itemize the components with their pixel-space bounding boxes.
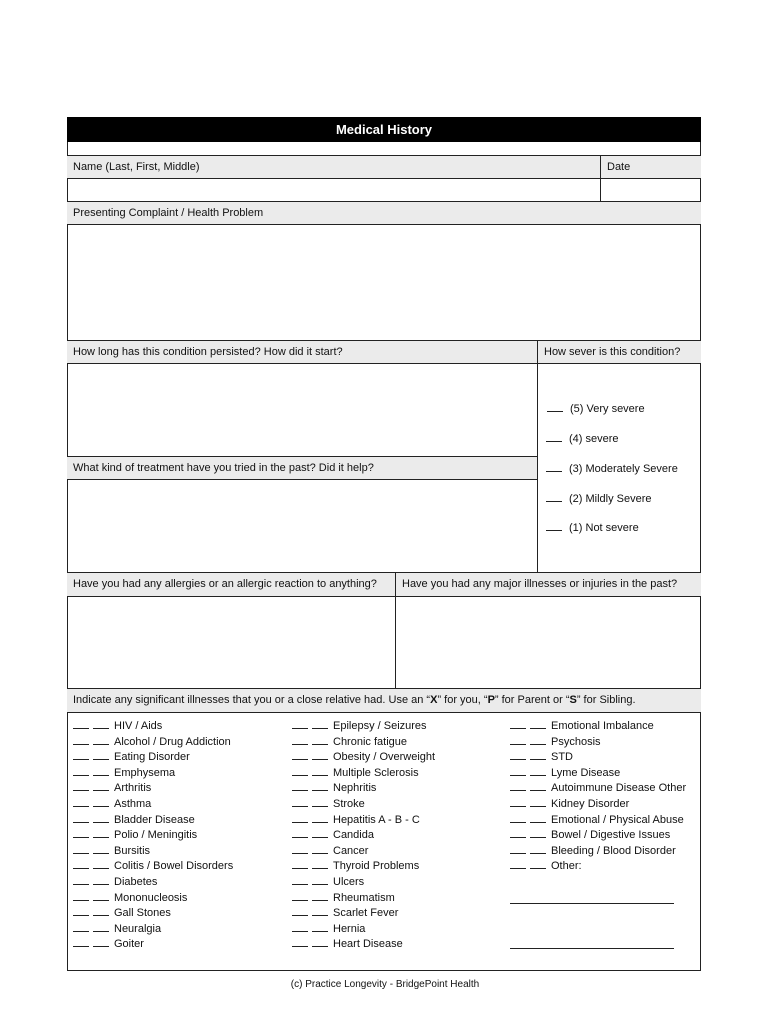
date-field[interactable] — [601, 179, 700, 201]
checkbox-blank[interactable] — [73, 844, 89, 854]
checkbox-blank[interactable] — [530, 719, 546, 729]
checkbox-blank[interactable] — [312, 937, 328, 947]
duration-label: How long has this condition persisted? How did it start? — [67, 340, 701, 364]
checkbox-blank[interactable] — [73, 719, 89, 729]
illness-label: Neuralgia — [114, 922, 162, 935]
checkbox-blank[interactable] — [312, 828, 328, 838]
checkbox-blank[interactable] — [93, 750, 109, 760]
allergies-field[interactable] — [68, 597, 394, 688]
date-label: Date — [600, 155, 701, 179]
illness-column-1 — [73, 719, 233, 953]
illness-label: Arthritis — [114, 782, 152, 795]
checkbox-blank[interactable] — [292, 906, 308, 916]
checkbox-blank[interactable] — [510, 719, 526, 729]
illness-label: Chronic fatigue — [333, 735, 407, 748]
treatment-field[interactable] — [68, 480, 536, 572]
illness-item — [292, 922, 435, 938]
illness-label: Lyme Disease — [551, 766, 621, 779]
checkbox-blank[interactable] — [312, 891, 328, 901]
illness-label: Diabetes — [114, 875, 158, 888]
checkbox-blank[interactable] — [292, 797, 308, 807]
checkbox-blank[interactable] — [312, 859, 328, 869]
illness-item — [292, 781, 435, 797]
severity-label: How sever is this condition? — [537, 340, 701, 364]
illness-label: Eating Disorder — [114, 751, 190, 764]
illness-item — [73, 719, 233, 735]
illness-item — [292, 813, 435, 829]
checkbox-blank[interactable] — [292, 922, 308, 932]
illness-item — [73, 813, 233, 829]
checkbox-blank[interactable] — [312, 906, 328, 916]
illness-item — [292, 859, 435, 875]
severity-blank[interactable] — [546, 521, 562, 531]
illness-item — [292, 719, 435, 735]
illness-label: Thyroid Problems — [333, 860, 420, 873]
instructions-label: Indicate any significant illnesses that you or a close relative had. Use an “X” for you, “P” for Parent or “S” for Sibling. — [67, 688, 701, 713]
illness-item — [292, 891, 435, 907]
illness-label: Multiple Sclerosis — [333, 766, 419, 779]
illness-item — [73, 922, 233, 938]
checkbox-blank[interactable] — [530, 797, 546, 807]
severity-blank[interactable] — [546, 462, 562, 472]
illness-item — [73, 781, 233, 797]
form-title: Medical History — [67, 117, 701, 142]
illness-label: Asthma — [114, 797, 152, 810]
illness-item — [73, 766, 233, 782]
illness-label: Hepatitis A - B - C — [333, 813, 420, 826]
illness-label: Bladder Disease — [114, 813, 195, 826]
checkbox-blank[interactable] — [292, 750, 308, 760]
checkbox-blank[interactable] — [510, 813, 526, 823]
checkbox-blank[interactable] — [292, 719, 308, 729]
checkbox-blank[interactable] — [292, 828, 308, 838]
illness-label: Psychosis — [551, 735, 601, 748]
checkbox-blank[interactable] — [312, 781, 328, 791]
severity-option-3[interactable]: (3) Moderately Severe — [546, 462, 678, 475]
checkbox-blank[interactable] — [292, 844, 308, 854]
illness-item — [292, 844, 435, 860]
illness-column-3 — [510, 719, 686, 875]
checkbox-blank[interactable] — [312, 922, 328, 932]
checkbox-blank[interactable] — [73, 828, 89, 838]
checkbox-blank[interactable] — [93, 922, 109, 932]
illness-label: Scarlet Fever — [333, 907, 399, 920]
checkbox-blank[interactable] — [73, 766, 89, 776]
checkbox-blank[interactable] — [73, 937, 89, 947]
illness-item — [510, 750, 686, 766]
checkbox-blank[interactable] — [292, 891, 308, 901]
illness-label: Ulcers — [333, 875, 365, 888]
illness-label: Emotional Imbalance — [551, 720, 654, 732]
illness-item — [292, 828, 435, 844]
illness-label: Cancer — [333, 844, 369, 857]
checkbox-blank[interactable] — [73, 750, 89, 760]
checkbox-blank[interactable] — [292, 781, 308, 791]
illness-item — [73, 735, 233, 751]
checkbox-blank[interactable] — [312, 813, 328, 823]
illness-label: Heart Disease — [333, 938, 403, 951]
checkbox-blank[interactable] — [510, 735, 526, 745]
illnesses-field[interactable] — [396, 597, 700, 688]
checkbox-blank[interactable] — [530, 781, 546, 791]
checkbox-blank[interactable] — [292, 735, 308, 745]
illness-label: Colitis / Bowel Disorders — [114, 860, 234, 873]
illness-label: Bursitis — [114, 844, 151, 857]
illness-label: Hernia — [333, 922, 366, 935]
checkbox-blank[interactable] — [93, 719, 109, 729]
illness-label: Other: — [551, 860, 582, 873]
illness-item — [510, 781, 686, 797]
illness-item — [510, 844, 686, 860]
illness-item — [510, 797, 686, 813]
illness-item — [510, 719, 686, 735]
illness-item — [510, 859, 686, 875]
other-line-1[interactable] — [510, 903, 674, 904]
illness-label: HIV / Aids — [114, 720, 163, 732]
illness-label: Epilepsy / Seizures — [333, 720, 427, 732]
checkbox-blank[interactable] — [73, 875, 89, 885]
severity-blank[interactable] — [546, 432, 562, 442]
severity-option-5[interactable]: (5) Very severe — [547, 402, 645, 415]
severity-blank[interactable] — [547, 402, 563, 412]
checkbox-blank[interactable] — [93, 875, 109, 885]
illness-label: Candida — [333, 829, 374, 842]
severity-blank[interactable] — [546, 492, 562, 502]
illness-item — [73, 875, 233, 891]
complaint-label: Presenting Complaint / Health Problem — [67, 201, 701, 225]
complaint-field[interactable] — [68, 225, 700, 340]
illness-label: Bowel / Digestive Issues — [551, 829, 671, 842]
checkbox-blank[interactable] — [312, 735, 328, 745]
checkbox-blank[interactable] — [292, 937, 308, 947]
treatment-label: What kind of treatment have you tried in the past? Did it help? — [67, 456, 538, 480]
illness-label: Alcohol / Drug Addiction — [114, 735, 231, 748]
checkbox-blank[interactable] — [73, 781, 89, 791]
checkbox-blank[interactable] — [292, 766, 308, 776]
checkbox-blank[interactable] — [93, 906, 109, 916]
name-field[interactable] — [68, 179, 600, 201]
footer-text: (c) Practice Longevity - BridgePoint Health — [290, 979, 480, 990]
checkbox-blank[interactable] — [312, 750, 328, 760]
checkbox-blank[interactable] — [93, 844, 109, 854]
checkbox-blank[interactable] — [93, 937, 109, 947]
illness-item — [73, 797, 233, 813]
checkbox-blank[interactable] — [530, 750, 546, 760]
illness-label: Rheumatism — [333, 891, 395, 904]
illness-label: Obesity / Overweight — [333, 751, 436, 764]
checkbox-blank[interactable] — [73, 735, 89, 745]
illness-label: Emotional / Physical Abuse — [551, 813, 684, 826]
illness-item — [292, 937, 435, 953]
checkbox-blank[interactable] — [73, 813, 89, 823]
illness-item — [73, 891, 233, 907]
checkbox-blank[interactable] — [93, 859, 109, 869]
allergies-label: Have you had any allergies or an allergic reaction to anything? — [67, 572, 701, 597]
checkbox-blank[interactable] — [93, 766, 109, 776]
illness-item — [292, 766, 435, 782]
checkbox-blank[interactable] — [530, 859, 546, 869]
checkbox-blank[interactable] — [312, 797, 328, 807]
checkbox-blank[interactable] — [530, 735, 546, 745]
illness-label: Stroke — [333, 797, 365, 810]
checkbox-blank[interactable] — [93, 797, 109, 807]
severity-option-2[interactable]: (2) Mildly Severe — [546, 492, 652, 505]
illness-item — [510, 735, 686, 751]
illness-item — [73, 906, 233, 922]
checkbox-blank[interactable] — [292, 875, 308, 885]
illness-label: Autoimmune Disease Other — [551, 782, 687, 795]
illness-item — [73, 937, 233, 953]
checkbox-blank[interactable] — [73, 906, 89, 916]
checkbox-blank[interactable] — [93, 735, 109, 745]
illnesses-label: Have you had any major illnesses or injuries in the past? — [395, 572, 701, 597]
illness-item — [510, 813, 686, 829]
other-line-2[interactable] — [510, 948, 674, 949]
illness-item — [73, 844, 233, 860]
checkbox-blank[interactable] — [93, 813, 109, 823]
name-label: Name (Last, First, Middle) — [67, 155, 701, 179]
illness-label: Kidney Disorder — [551, 797, 630, 810]
checkbox-blank[interactable] — [510, 781, 526, 791]
checkbox-blank[interactable] — [73, 797, 89, 807]
duration-field[interactable] — [68, 364, 536, 456]
illness-label: Bleeding / Blood Disorder — [551, 844, 676, 857]
checkbox-blank[interactable] — [312, 844, 328, 854]
illness-label: Emphysema — [114, 766, 176, 779]
illness-label: Mononucleosis — [114, 891, 188, 904]
checkbox-blank[interactable] — [510, 844, 526, 854]
illness-item — [510, 766, 686, 782]
severity-option-4[interactable]: (4) severe — [546, 432, 619, 445]
checkbox-blank[interactable] — [292, 813, 308, 823]
illness-item — [73, 828, 233, 844]
severity-option-1[interactable]: (1) Not severe — [546, 521, 639, 534]
illness-item — [292, 735, 435, 751]
illness-item — [292, 875, 435, 891]
illness-item — [510, 828, 686, 844]
checkbox-blank[interactable] — [510, 859, 526, 869]
illness-item — [73, 750, 233, 766]
checkbox-blank[interactable] — [73, 859, 89, 869]
illness-label: STD — [551, 751, 573, 764]
illness-label: Gall Stones — [114, 907, 171, 920]
checkbox-blank[interactable] — [530, 766, 546, 776]
checkbox-blank[interactable] — [93, 891, 109, 901]
checkbox-blank[interactable] — [73, 891, 89, 901]
checkbox-blank[interactable] — [312, 766, 328, 776]
illness-label: Goiter — [114, 938, 144, 951]
checkbox-blank[interactable] — [530, 844, 546, 854]
illness-label: Polio / Meningitis — [114, 829, 198, 842]
checkbox-blank[interactable] — [312, 719, 328, 729]
illness-item — [73, 859, 233, 875]
checkbox-blank[interactable] — [510, 828, 526, 838]
checkbox-blank[interactable] — [73, 922, 89, 932]
checkbox-blank[interactable] — [292, 859, 308, 869]
checkbox-blank[interactable] — [510, 797, 526, 807]
illness-item — [292, 906, 435, 922]
illness-label: Nephritis — [333, 782, 377, 795]
checkbox-blank[interactable] — [510, 766, 526, 776]
checkbox-blank[interactable] — [93, 828, 109, 838]
checkbox-blank[interactable] — [312, 875, 328, 885]
illness-item — [292, 750, 435, 766]
checkbox-blank[interactable] — [93, 781, 109, 791]
illness-item — [292, 797, 435, 813]
checkbox-blank[interactable] — [510, 750, 526, 760]
checkbox-blank[interactable] — [530, 813, 546, 823]
checkbox-blank[interactable] — [530, 828, 546, 838]
illness-column-2 — [292, 719, 435, 953]
